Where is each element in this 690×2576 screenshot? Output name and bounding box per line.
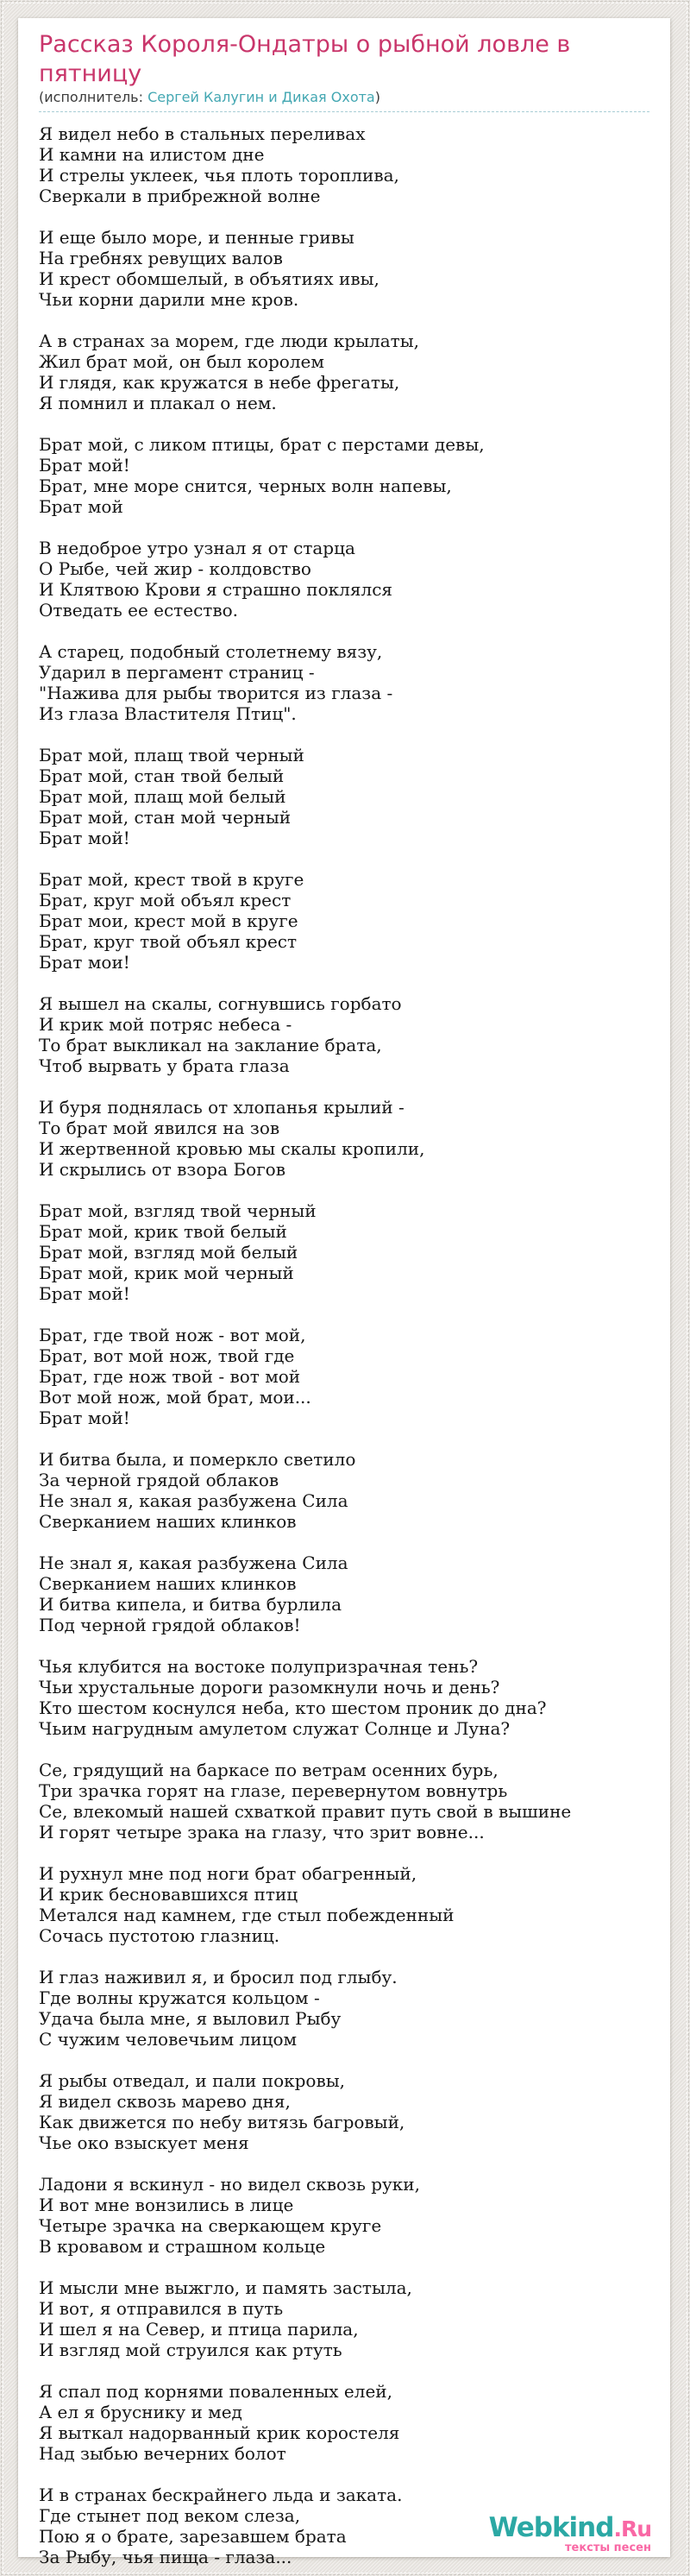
lyric-line: И стрелы уклеек, чья плоть тороплива, — [39, 165, 399, 186]
lyric-line: Се, влекомый нашей схваткой правит путь свой в вышине — [39, 1801, 572, 1822]
stanza — [39, 2174, 649, 2257]
stanza — [39, 1967, 649, 2050]
lyric-line: И битва была, и померкло светило — [39, 1449, 356, 1470]
lyric-line: Брат мой, взгляд твой черный — [39, 1200, 317, 1221]
lyric-line: Брат, где нож твой - вот мой — [39, 1366, 301, 1387]
lyric-line: Брат мой, крест твой в круге — [39, 869, 304, 890]
lyric-line: И битва кипела, и битва бурлила — [39, 1594, 342, 1615]
lyric-line: Чьи корни дарили мне кров. — [39, 289, 299, 310]
lyric-line: Удача была мне, я выловил Рыбу — [39, 2008, 342, 2029]
artist-row — [39, 89, 649, 112]
lyric-line: Ударил в пергамент страниц - — [39, 662, 315, 683]
lyrics-card — [18, 18, 670, 2567]
lyric-line: Я выткал надорванный крик коростеля — [39, 2422, 400, 2443]
lyric-line: Кто шестом коснулся неба, кто шестом проник до дна? — [39, 1697, 547, 1718]
lyric-line: Я спал под корнями поваленных елей, — [39, 2381, 392, 2402]
lyric-line: За Рыбу, чья пища - глаза... — [39, 2547, 292, 2567]
lyric-line: Се, грядущий на баркасе по ветрам осенних бурь, — [39, 1760, 499, 1780]
lyric-line: И вот мне вонзились в лице — [39, 2195, 294, 2215]
stanza — [39, 1760, 649, 1842]
lyric-line: Брат мои, крест мой в круге — [39, 910, 298, 931]
lyric-line: Брат мой, стан твой белый — [39, 765, 285, 786]
lyric-line: Чья клубится на востоке полупризрачная тень? — [39, 1656, 479, 1677]
lyric-line: А в странах за морем, где люди крылаты, — [39, 331, 419, 351]
lyric-line: Четыре зрачка на сверкающем круге — [39, 2215, 382, 2236]
lyric-line: Брат мой! — [39, 1408, 130, 1428]
lyric-line: Брат мой, плащ твой черный — [39, 745, 304, 765]
lyric-line: И в странах бескрайнего льда и заката. — [39, 2485, 403, 2505]
lyric-line: И камни на илистом дне — [39, 144, 265, 165]
lyric-line: То брат мой явился на зов — [39, 1118, 280, 1138]
lyric-line: И скрылись от взора Богов — [39, 1159, 285, 1180]
artist-label-close: ) — [374, 89, 380, 105]
lyric-line: Чье око взыскует меня — [39, 2132, 249, 2153]
lyric-line: Из глаза Властителя Птиц". — [39, 703, 297, 724]
lyric-line: Брат, вот мой нож, твой где — [39, 1345, 295, 1366]
lyric-line: Я видел сквозь марево дня, — [39, 2091, 291, 2112]
stanza — [39, 434, 649, 517]
lyric-line: И горят четыре зрака на глазу, что зрит вовне... — [39, 1822, 485, 1842]
stanza — [39, 1200, 649, 1304]
lyric-line: Брат мой! — [39, 828, 130, 848]
lyric-line: Где стынет под веком слеза, — [39, 2505, 301, 2526]
lyric-line: На гребнях ревущих валов — [39, 248, 283, 268]
lyrics-text — [39, 123, 649, 2567]
lyric-line: Метался над камнем, где стыл побежденный — [39, 1905, 455, 1925]
lyric-line: Брат мой, крик твой белый — [39, 1221, 287, 1242]
stanza — [39, 1656, 649, 1739]
lyric-line: И мысли мне выжгло, и память застыла, — [39, 2277, 412, 2298]
lyric-line: Пою я о брате, зарезавшем брата — [39, 2526, 347, 2547]
lyric-line: Сверканием наших клинков — [39, 1573, 297, 1594]
stanza — [39, 331, 649, 413]
lyric-line: Не знал я, какая разбужена Сила — [39, 1553, 348, 1573]
webkind-logo[interactable] — [488, 2512, 651, 2554]
lyric-line: Брат мой, с ликом птицы, брат с перстами девы, — [39, 434, 485, 455]
lyric-line: Брат, круг твой объял крест — [39, 931, 298, 952]
lyric-line: И крик бесновавшихся птиц — [39, 1884, 298, 1905]
lyric-line: И жертвенной кровью мы скалы кропили, — [39, 1138, 425, 1159]
lyric-line: Чьим нагрудным амулетом служат Солнце и Луна? — [39, 1718, 511, 1739]
lyric-line: Брат мой! — [39, 455, 130, 476]
page-title: Рассказ Короля-Ондатры о рыбной ловле в пятницу — [39, 31, 571, 87]
lyric-line: Брат мой, крик мой черный — [39, 1263, 294, 1283]
lyric-line: Отведать ее естество. — [39, 600, 238, 620]
stanza — [39, 2277, 649, 2360]
lyric-line: И крик мой потряс небеса - — [39, 1014, 292, 1035]
stanza — [39, 1553, 649, 1635]
lyric-line: Вот мой нож, мой брат, мои... — [39, 1387, 311, 1408]
webkind-logo-tagline: тексты песен — [564, 2541, 651, 2554]
lyric-line: Чтоб вырвать у брата глаза — [39, 1055, 290, 1076]
lyric-line: Сверкали в прибрежной волне — [39, 186, 321, 206]
lyric-line: Брат мой, плащ мой белый — [39, 786, 286, 807]
lyric-line: Над зыбью вечерних болот — [39, 2443, 286, 2464]
webkind-logo-suffix: .Ru — [613, 2516, 651, 2541]
lyric-line: "Нажива для рыбы творится из глаза - — [39, 683, 393, 703]
stanza — [39, 1097, 649, 1180]
lyric-line: Сочась пустотою глазниц. — [39, 1925, 280, 1946]
lyric-line: То брат выкликал на заклание брата, — [39, 1035, 382, 1055]
stanza — [39, 227, 649, 310]
stanza — [39, 538, 649, 620]
stanza — [39, 123, 649, 206]
lyric-line: Три зрачка горят на глазе, перевернутом вовнутрь — [39, 1780, 508, 1801]
stanza — [39, 641, 649, 724]
lyric-line: А ел я бруснику и мед — [39, 2402, 242, 2422]
lyric-line: Под черной грядой облаков! — [39, 1615, 301, 1635]
lyric-line: Я видел небо в стальных переливах — [39, 123, 366, 144]
lyric-line: Я рыбы отведал, и пали покровы, — [39, 2070, 345, 2091]
artist-label: (исполнитель: — [39, 89, 148, 105]
lyric-line: Брат, где твой нож - вот мой, — [39, 1325, 306, 1345]
lyric-line: За черной грядой облаков — [39, 1470, 279, 1490]
lyric-line: Брат мои! — [39, 952, 130, 973]
lyric-line: Как движется по небу витязь багровый, — [39, 2112, 405, 2132]
lyric-line: Где волны кружатся кольцом - — [39, 1987, 320, 2008]
lyric-line: Жил брат мой, он был королем — [39, 351, 324, 372]
lyric-line: Сверканием наших клинков — [39, 1511, 297, 1532]
stanza — [39, 1449, 649, 1532]
lyric-line: Брат мой! — [39, 1283, 130, 1304]
lyric-line: Брат, мне море снится, черных волн напевы, — [39, 476, 452, 496]
webkind-logo-main: Webkind — [488, 2512, 614, 2543]
lyric-line: Не знал я, какая разбужена Сила — [39, 1490, 348, 1511]
stanza — [39, 2070, 649, 2153]
stanza — [39, 745, 649, 848]
lyric-line: И буря поднялась от хлопанья крылий - — [39, 1097, 405, 1118]
lyric-line: И вот, я отправился в путь — [39, 2298, 284, 2319]
stanza — [39, 1863, 649, 1946]
lyric-line: И глядя, как кружатся в небе фрегаты, — [39, 372, 400, 393]
stanza — [39, 869, 649, 973]
lyric-line: Брат мой, стан мой черный — [39, 807, 292, 828]
lyric-line: Брат мой — [39, 496, 123, 517]
lyric-line: Чьи хрустальные дороги разомкнули ночь и день? — [39, 1677, 500, 1697]
lyric-line: А старец, подобный столетнему вязу, — [39, 641, 383, 662]
lyric-line: С чужим человечьим лицом — [39, 2029, 298, 2050]
artist-link[interactable]: Сергей Калугин и Дикая Охота — [147, 89, 375, 105]
lyric-line: В недоброе утро узнал я от старца — [39, 538, 355, 558]
stanza — [39, 2381, 649, 2464]
lyric-line: Брат мой, взгляд мой белый — [39, 1242, 298, 1263]
lyric-line: И рухнул мне под ноги брат обагренный, — [39, 1863, 417, 1884]
lyric-line: Ладони я вскинул - но видел сквозь руки, — [39, 2174, 420, 2195]
lyric-line: В кровавом и страшном кольце — [39, 2236, 326, 2257]
lyric-line: И Клятвою Крови я страшно поклялся — [39, 579, 393, 600]
lyric-line: Я помнил и плакал о нем. — [39, 393, 277, 413]
lyric-line: Брат, круг мой объял крест — [39, 890, 292, 910]
lyric-line: И шел я на Север, и птица парила, — [39, 2319, 359, 2340]
lyric-line: О Рыбе, чей жир - колдовство — [39, 558, 311, 579]
lyric-line: И еще было море, и пенные гривы — [39, 227, 354, 248]
lyric-line: И глаз наживил я, и бросил под глыбу. — [39, 1967, 398, 1987]
lyric-line: Я вышел на скалы, согнувшись горбато — [39, 993, 402, 1014]
stanza — [39, 993, 649, 1076]
lyric-line: И взгляд мой струился как ртуть — [39, 2340, 342, 2360]
lyric-line: И крест обомшелый, в объятиях ивы, — [39, 268, 380, 289]
stanza — [39, 1325, 649, 1428]
